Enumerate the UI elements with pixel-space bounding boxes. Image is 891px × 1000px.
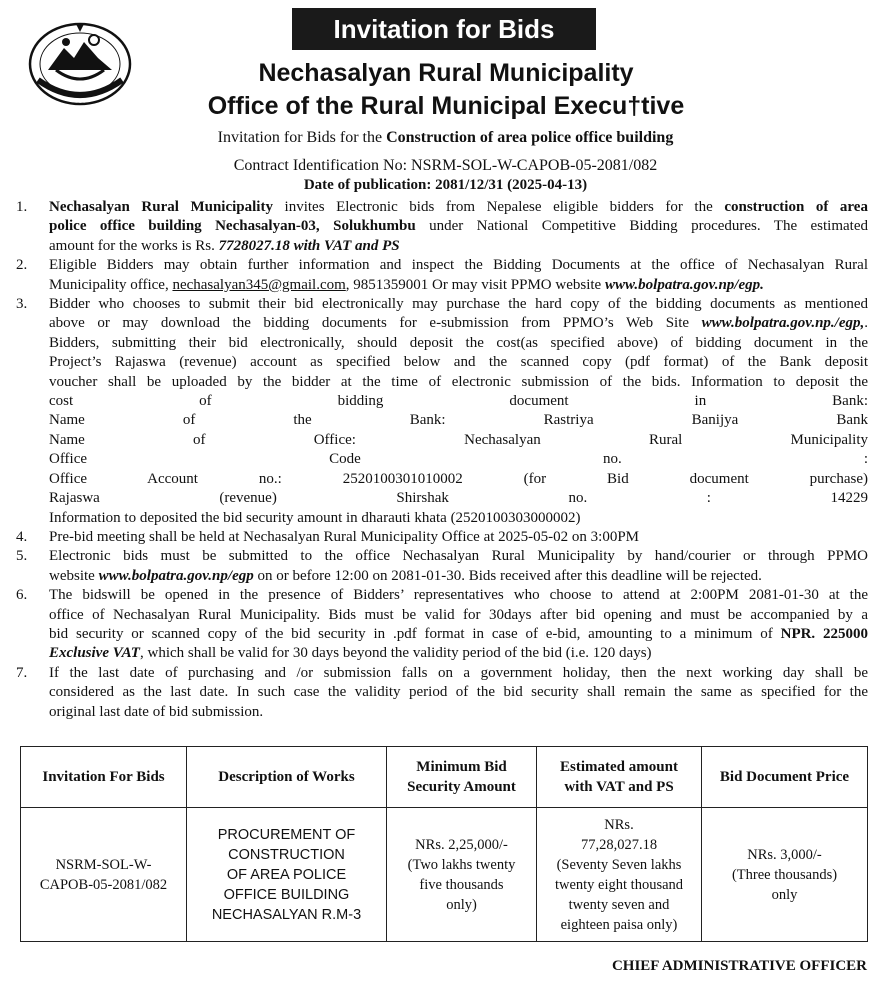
cell-line: OFFICE BUILDING [223,886,350,903]
contract-identification: Contract Identification No: NSRM-SOL-W-CAPOB-05-2081/082 [233,157,658,174]
clause-line [49,509,868,528]
clause-span: considered as the last date. In such case the validity period of the bid security shall remain the same as specified for the [49,684,868,701]
cell-line: eighteen paisa only) [560,916,678,933]
clause-line [49,606,868,625]
bid-summary-table [20,746,868,942]
table-header-cell [21,747,187,808]
table-cell [387,808,537,942]
clause-line [49,295,868,314]
office-name: Office of the Rural Municipal Execu†tive [207,92,685,120]
clause-line [49,373,868,392]
cell-line: (Three thousands) [731,866,838,883]
cell-line: five thousands [419,876,504,893]
cell-line: NRs. [604,816,634,833]
emphasis-text: www.bolpatra.gov.np/egp. [604,276,764,293]
table-header-cell [702,747,868,808]
clause-span: Office Account no.: 2520100301010002 (for Bid document purchase) [49,470,868,487]
clause-span: Bidder who chooses to submit their bid electronically may purchase the hard copy of the bidding documents as mentioned [49,296,868,313]
nepal-government-emblem-icon [26,18,134,106]
table-cell [537,808,702,942]
clause-span: office of Nechasalyan Rural Municipality. Bids must be valid for 30days after bid opening and must be accompanied by a [49,606,868,623]
clause-span: Project’s Rajaswa (revenue) account as specified below and the scanned copy (pdf format) of the Bank deposit [49,354,868,371]
emphasis-text: Exclusive VAT [49,645,140,662]
clause-span: original last date of bid submission. [49,703,264,720]
clause-span: , which shall be valid for 30 days beyond the validity period of the bid (i.e. 120 days) [139,645,652,662]
cell-line: twenty seven and [568,896,670,913]
clause-number: 1. [16,199,28,215]
cell-line: twenty eight thousand [554,876,684,893]
clause-line [49,586,868,605]
clause-line [49,664,868,683]
clause-span: Municipality office, [49,276,173,293]
clause-span: bid security or scanned copy of the bid security in .pdf format in case of e-bid, amounting to a minimum of [49,625,781,642]
clause-number: 7. [16,664,28,681]
emphasis-text: 7728027.18 with VAT and PS [218,237,400,254]
clause-number: 3. [16,296,28,313]
clause-line [49,470,868,489]
cell-line: 77,28,027.18 [580,836,658,853]
email-link[interactable]: nechasalyan345@gmail.com [172,276,346,293]
clause-line [49,489,868,508]
table-cell [187,808,387,942]
clause-span: , 9851359001 Or may visit PPMO website [345,276,605,293]
clause-item [16,664,868,722]
cell-line: only) [446,896,477,913]
clause-span: Name of Office: Nechasalyan Rural Municipality [49,431,868,448]
signatory-title: CHIEF ADMINISTRATIVE OFFICER [611,958,867,974]
cell-line: only [771,886,798,903]
clause-text [49,528,868,547]
table-cell [702,808,868,942]
publication-date: Date of publication: 2081/12/31 (2025-04-13) [303,177,588,193]
clause-span: NPR. 225000 [780,625,869,642]
table-cell [21,808,187,942]
clause-span: voucher shall be uploaded by the bidder at the time of electronic submission of the bids. Information to deposit the [49,373,868,390]
clause-item [16,198,868,256]
clause-span: Rajaswa (revenue) Shirshak no. : 14229 [49,490,868,507]
clause-line [49,431,868,450]
organization-name: Nechasalyan Rural Municipality [258,59,634,87]
clause-line [49,314,868,333]
clause-span: . [864,315,868,332]
clause-span: amount for the works is Rs. [49,237,219,254]
clause-line [49,547,868,566]
clause-span: above or may download the bidding documents for e-submission from PPMO’s Web Site [49,315,702,332]
clause-line [49,625,868,644]
header-line: with VAT and PS [564,779,674,795]
emphasis-text: www.bolpatra.gov.np/egp [98,567,254,584]
subject-prefix: Invitation for Bids for the [217,129,387,146]
clause-item [16,547,868,586]
cell-line: OF AREA POLICE [226,866,347,883]
clause-item [16,256,868,295]
header-line: Minimum Bid [416,759,507,775]
cell-line: (Seventy Seven lakhs [556,856,682,873]
header-line: Description of Works [218,769,355,785]
title-banner: Invitation for Bids [292,8,596,50]
clause-line [49,276,868,295]
header-line: Estimated amount [560,759,678,775]
header-line: Bid Document Price [719,769,850,785]
header-line: Invitation For Bids [42,769,165,785]
clause-line [49,411,868,430]
clause-span: Eligible Bidders may obtain further information and inspect the Bidding Documents at the office of Nechasalyan Rural [49,257,868,274]
clause-text [49,295,868,528]
cell-line: CAPOB-05-2081/082 [39,876,168,893]
clause-span: The bidswill be opened in the presence of Bidders’ representatives who choose to attend at 2:00PM 2081-01-30 at the [49,587,868,604]
clause-line [49,644,868,663]
clause-line [49,392,868,411]
clause-span: police office building Nechasalyan-03, Solukhumbu [49,218,416,235]
clause-item [16,295,868,528]
clause-item [16,586,868,664]
clause-span: Office Code no. : [49,451,868,468]
clause-line [49,256,868,275]
table-header-cell [387,747,537,808]
clause-line [49,237,868,256]
clause-span: website [49,567,99,584]
cell-line: NECHASALYAN R.M-3 [211,906,362,923]
clause-line [49,334,868,353]
clause-number: 2. [16,257,28,274]
clause-span: construction of area [724,199,868,215]
emphasis-text: www.bolpatra.gov.np./egp, [701,315,865,332]
clause-number: 4. [16,528,28,545]
subject-work: Construction of area police office building [386,129,674,146]
cell-line: NRs. 3,000/- [747,846,822,863]
clause-line [49,528,868,547]
bid-clauses-list [16,198,868,722]
clause-line [49,353,868,372]
clause-span: Information to deposited the bid security amount in dharauti khata (2520100303000002) [49,509,581,526]
cell-line: (Two lakhs twenty [407,856,516,873]
clause-text [49,664,868,722]
clause-span: on or before 12:00 on 2081-01-30. Bids received after this deadline will be rejected. [253,567,762,584]
invitation-subject [100,128,791,148]
clause-number: 6. [16,587,28,604]
clause-span: Electronic bids must be submitted to the office Nechasalyan Rural Municipality by hand/courier or through PPMO [49,548,868,565]
clause-line [49,683,868,702]
clause-span: Name of the Bank: Rastriya Banijya Bank [49,412,868,429]
clause-text [49,586,868,664]
clause-text [49,256,868,295]
cell-line: NRs. 2,25,000/- [415,836,508,853]
clause-item [16,528,868,547]
clause-line [49,198,868,217]
table-row [21,808,868,942]
clause-line [49,703,868,722]
clause-span: invites Electronic bids from Nepalese eligible bidders for the [272,199,725,215]
clause-line [49,217,868,236]
clause-line [49,567,868,586]
clause-span: Nechasalyan Rural Municipality [49,199,273,215]
clause-number: 5. [16,548,28,565]
header-line: Security Amount [407,779,516,795]
cell-line: NSRM-SOL-W- [55,856,152,873]
cell-line: CONSTRUCTION [228,846,345,863]
clause-span: under National Competitive Bidding procedures. The estimated [415,218,868,235]
table-header-cell [537,747,702,808]
table-header-cell [187,747,387,808]
clause-span: Pre-bid meeting shall be held at Nechasalyan Rural Municipality Office at 2025-05-02 on 3:00PM [49,528,640,545]
clause-span: If the last date of purchasing and /or submission falls on a government holiday, then the next working day shall be [49,664,868,681]
clause-span: cost of bidding document in Bank: [49,393,868,410]
clause-text [49,198,868,256]
clause-text [49,547,868,586]
clause-line [49,450,868,469]
clause-span: Bidders, submitting their bid electronically, should deposit the cost(as specified above) of bidding document in the [49,334,868,351]
table-header-row [21,747,868,808]
cell-line: PROCUREMENT OF [217,826,356,843]
